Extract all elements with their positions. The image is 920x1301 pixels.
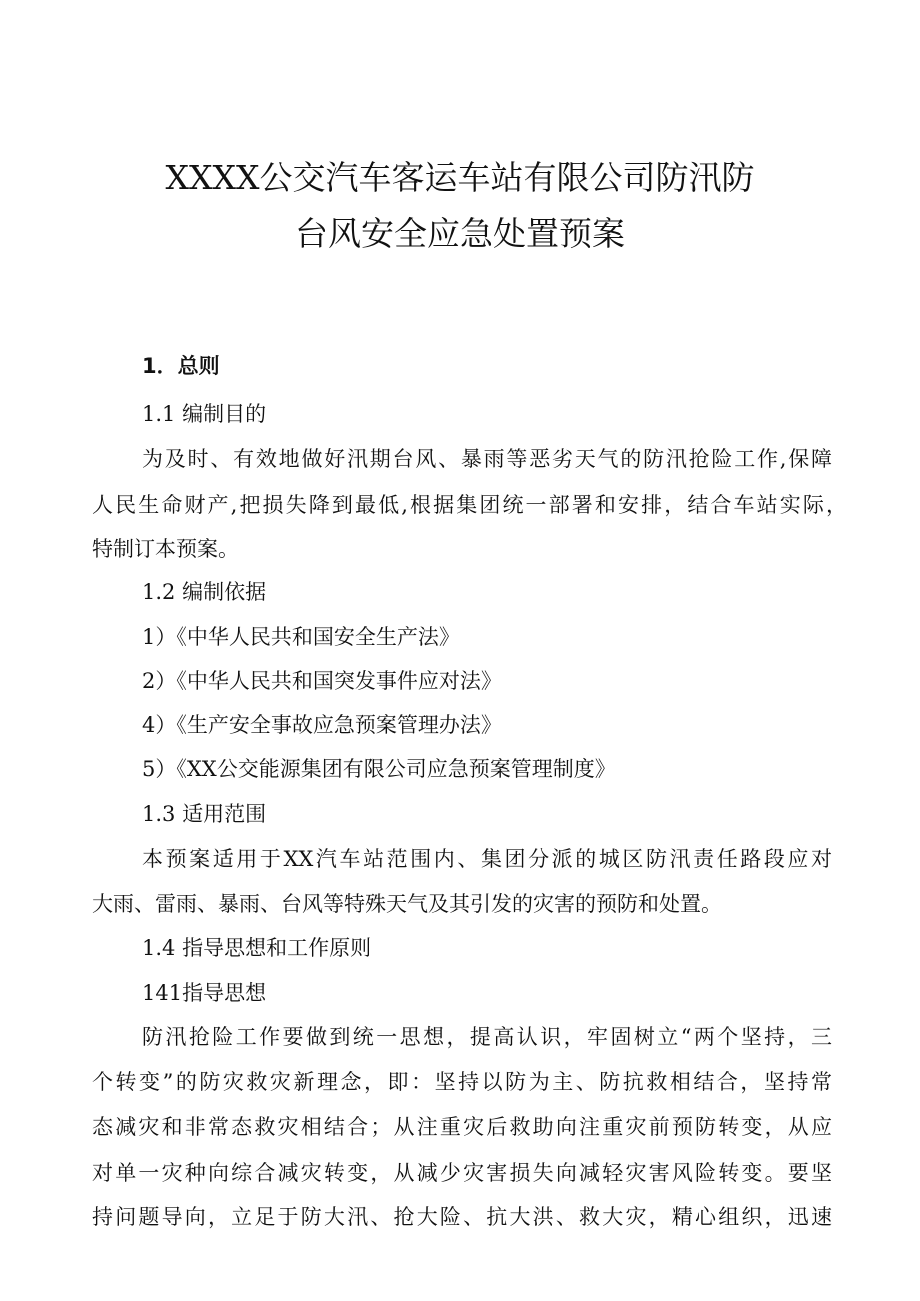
section-1-1-paragraph-line: 特制订本预案。 <box>92 537 239 561</box>
document-title-line-1: XXXX公交汽车客运车站有限公司防汛防 <box>165 158 755 197</box>
section-1-1-heading: 1.1 编制目的 <box>142 402 267 426</box>
basis-list-item: 2）《中华人民共和国突发事件应对法》 <box>142 669 502 693</box>
section-1-3-heading: 1.3 适用范围 <box>142 802 267 826</box>
section-1-3-paragraph-line: 本预案适用于XX汽车站范围内、集团分派的城区防汛责任路段应对 <box>142 847 832 871</box>
section-1-4-1-paragraph-line: 防汛抢险工作要做到统一思想，提高认识，牢固树立“两个坚持，三 <box>142 1025 832 1049</box>
section-1-3-paragraph-line: 大雨、雷雨、暴雨、台风等特殊天气及其引发的灾害的预防和处置。 <box>92 892 722 916</box>
section-1-4-heading: 1.4 指导思想和工作原则 <box>142 936 372 960</box>
basis-list-item: 4）《生产安全事故应急预案管理办法》 <box>142 713 502 737</box>
section-1-2-heading: 1.2 编制依据 <box>142 580 267 604</box>
section-1-1-paragraph-line: 人民生命财产,把损失降到最低,根据集团统一部署和安排，结合车站实际， <box>92 493 847 517</box>
document-title-line-2: 台风安全应急处置预案 <box>295 214 625 253</box>
section-1-4-1-paragraph-line: 态减灾和非常态救灾相结合；从注重灾后救助向注重灾前预防转变，从应 <box>92 1115 832 1139</box>
basis-list-item: 5）《XX公交能源集团有限公司应急预案管理制度》 <box>142 757 616 781</box>
section-1-4-1-paragraph-line: 对单一灾种向综合减灾转变，从减少灾害损失向减轻灾害风险转变。要坚 <box>92 1161 832 1185</box>
section-1-4-1-paragraph-line: 持问题导向，立足于防大汛、抢大险、抗大洪、救大灾，精心组织，迅速 <box>92 1205 832 1229</box>
section-1-heading: 1．总则 <box>142 354 220 378</box>
section-1-4-1-paragraph-line: 个转变”的防灾救灾新理念，即：坚持以防为主、防抗救相结合，坚持常 <box>92 1070 832 1094</box>
section-1-4-1-heading: 141指导思想 <box>142 981 267 1005</box>
section-1-1-paragraph-line: 为及时、有效地做好汛期台风、暴雨等恶劣天气的防汛抢险工作,保障 <box>142 447 832 471</box>
basis-list-item: 1）《中华人民共和国安全生产法》 <box>142 625 460 649</box>
